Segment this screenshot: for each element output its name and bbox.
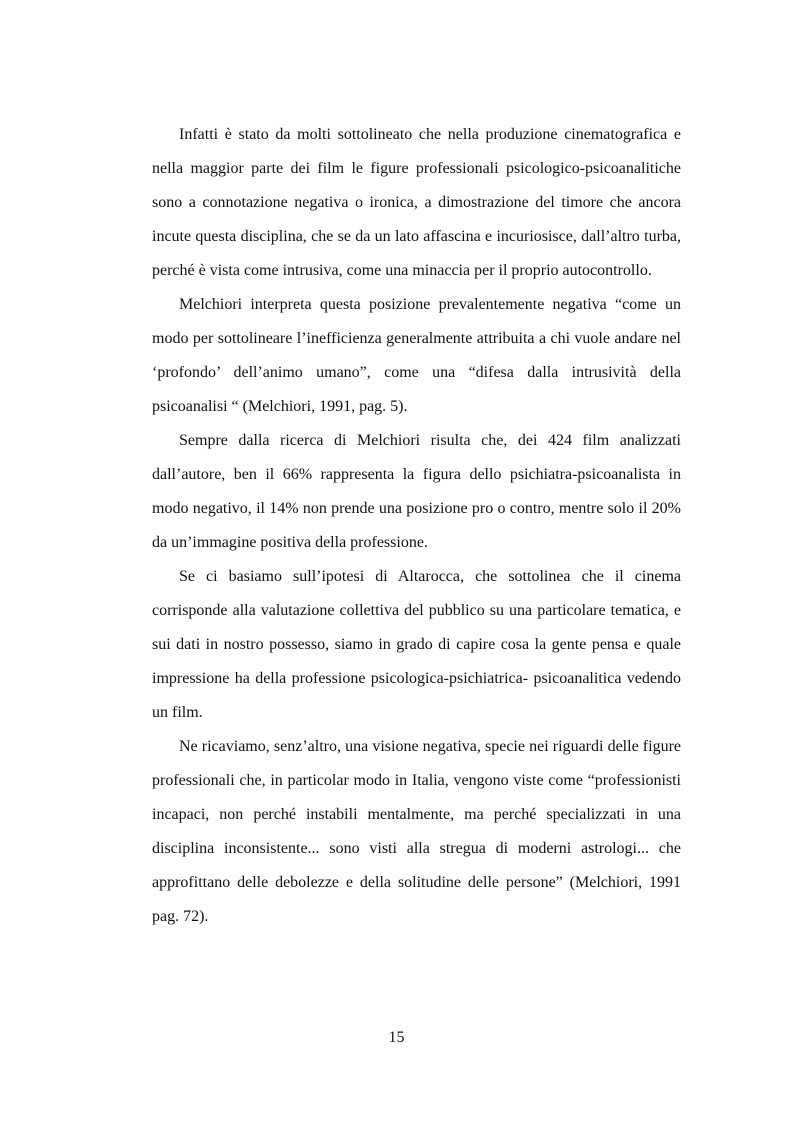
- paragraph-3: Sempre dalla ricerca di Melchiori risulta che, dei 424 film analizzati dall’autore, ben il 66% rappresenta la figura dello psichiatra-psicoanalista in modo negativo, il 14% non prende una posizione pro o contro, mentre solo il 20% da un’immagine positiva della professione.: [152, 432, 681, 551]
- paragraph-4: Se ci basiamo sull’ipotesi di Altarocca, che sottolinea che il cinema corrisponde alla valutazione collettiva del pubblico su una particolare tematica, e sui dati in nostro possesso, siamo in grado di capire cosa la gente pensa e quale impressione ha della professione psicologica-psichiatrica- psicoanalitica vedendo un film.: [152, 568, 681, 721]
- paragraph-2: Melchiori interpreta questa posizione prevalentemente negativa “come un modo per sottolineare l’inefficienza generalmente attribuita a chi vuole andare nel ‘profondo’ dell’animo umano”, come una “difesa dalla intrusività della psicoanalisi “ (Melchiori, 1991, pag. 5).: [152, 296, 681, 415]
- page-number: 15: [388, 1029, 405, 1046]
- paragraph-5: Ne ricaviamo, senz’altro, una visione negativa, specie nei riguardi delle figure professionali che, in particolar modo in Italia, vengono viste come “professionisti incapaci, non perché instabili mentalmente, ma perché specializzati in una disciplina inconsistente... sono visti alla stregua di moderni astrologi... che approfittano delle debolezze e della solitudine delle persone” (Melchiori, 1991 pag. 72).: [152, 738, 681, 925]
- body-text: [152, 118, 681, 934]
- paragraph-1: Infatti è stato da molti sottolineato che nella produzione cinematografica e nella maggior parte dei film le figure professionali psicologico-psicoanalitiche sono a connotazione negativa o ironica, a dimostrazione del timore che ancora incute questa disciplina, che se da un lato affascina e incuriosisce, dall’altro turba, perché è vista come intrusiva, come una minaccia per il proprio autocontrollo.: [152, 126, 681, 279]
